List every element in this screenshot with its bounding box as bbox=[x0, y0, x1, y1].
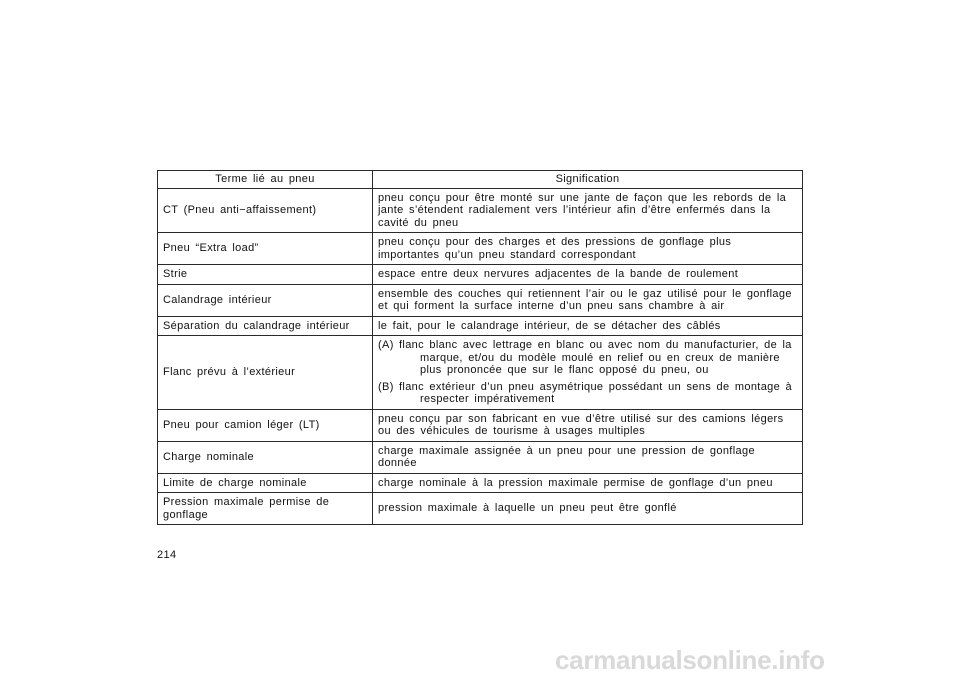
column-header-meaning: Signification bbox=[373, 171, 803, 189]
subitem-marker: (B) bbox=[378, 380, 394, 393]
meaning-subitem-b bbox=[378, 381, 797, 406]
meaning-cell: pneu conçu pour des charges et des pressions de gonflage plus importantes qu’un pneu standard correspondant bbox=[373, 233, 803, 265]
term-cell: Pneu pour camion léger (LT) bbox=[158, 409, 373, 441]
table-row bbox=[158, 188, 803, 233]
table-header-row bbox=[158, 171, 803, 189]
term-cell: Charge nominale bbox=[158, 441, 373, 473]
table-row bbox=[158, 336, 803, 410]
tire-terms-table bbox=[157, 170, 803, 525]
column-header-term: Terme lié au pneu bbox=[158, 171, 373, 189]
table-row bbox=[158, 473, 803, 493]
term-cell: Pneu “Extra load” bbox=[158, 233, 373, 265]
table-row bbox=[158, 265, 803, 285]
table-row bbox=[158, 284, 803, 316]
subitem-text: flanc extérieur d’un pneu asymétrique possédant un sens de montage à respecter impérativement bbox=[399, 380, 792, 405]
term-cell: Limite de charge nominale bbox=[158, 473, 373, 493]
table-row bbox=[158, 316, 803, 336]
meaning-subitem-a bbox=[378, 339, 797, 377]
subitem-marker: (A) bbox=[378, 339, 394, 351]
term-cell: Strie bbox=[158, 265, 373, 285]
meaning-cell: le fait, pour le calandrage intérieur, de se détacher des câblés bbox=[373, 316, 803, 336]
meaning-cell: ensemble des couches qui retiennent l’air ou le gaz utilisé pour le gonflage et qui forment la surface interne d’un pneu sans chambre à air bbox=[373, 284, 803, 316]
meaning-cell: pneu conçu par son fabricant en vue d’être utilisé sur des camions légers ou des véhicules de tourisme à usages multiples bbox=[373, 409, 803, 441]
meaning-cell: pneu conçu pour être monté sur une jante de façon que les rebords de la jante s’étendent radialement vers l’intérieur afin d’être enfermés dans la cavité du pneu bbox=[373, 188, 803, 233]
term-cell: Flanc prévu à l’extérieur bbox=[158, 336, 373, 410]
meaning-cell: charge nominale à la pression maximale permise de gonflage d’un pneu bbox=[373, 473, 803, 493]
meaning-cell bbox=[373, 336, 803, 410]
term-cell: Calandrage intérieur bbox=[158, 284, 373, 316]
term-cell: CT (Pneu anti−affaissement) bbox=[158, 188, 373, 233]
page-number: 214 bbox=[157, 549, 177, 561]
subitem-text: flanc blanc avec lettrage en blanc ou avec nom du manufacturier, de la marque, et/ou du modèle moulé en relief ou en creux de manière plus prononcée que sur le flanc opposé du pneu, ou bbox=[399, 339, 792, 376]
term-cell: Séparation du calandrage intérieur bbox=[158, 316, 373, 336]
meaning-cell: charge maximale assignée à un pneu pour une pression de gonflage donnée bbox=[373, 441, 803, 473]
watermark: carmanualsonline.info bbox=[555, 645, 825, 675]
table-row bbox=[158, 409, 803, 441]
term-cell: Pression maximale permise de gonflage bbox=[158, 493, 373, 525]
table-row bbox=[158, 493, 803, 525]
meaning-cell: pression maximale à laquelle un pneu peut être gonflé bbox=[373, 493, 803, 525]
table-row bbox=[158, 441, 803, 473]
table-row bbox=[158, 233, 803, 265]
meaning-cell: espace entre deux nervures adjacentes de la bande de roulement bbox=[373, 265, 803, 285]
